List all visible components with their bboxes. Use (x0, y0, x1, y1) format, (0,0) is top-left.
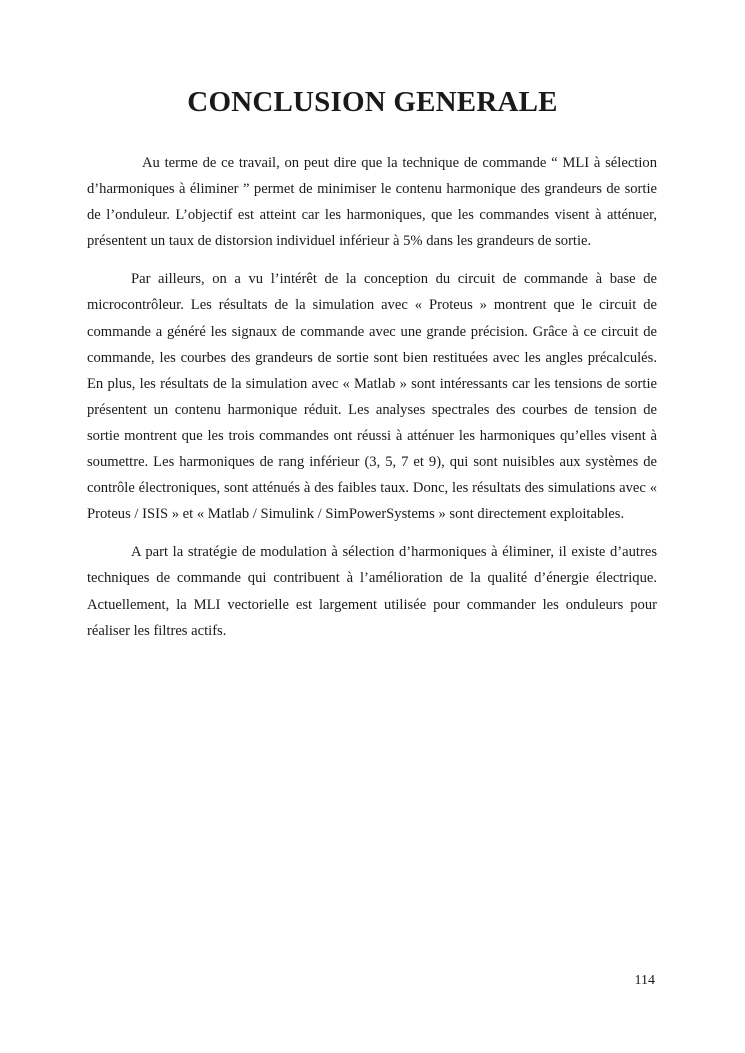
page-number: 114 (634, 973, 655, 988)
paragraph-1: Au terme de ce travail, on peut dire que la technique de commande “ MLI à sélection d’harmoniques à éliminer ” permet de minimiser le contenu harmonique des grandeurs de sortie de l’onduleur. L’objectif est atteint car les harmoniques, que les commandes visent à atténuer, présentent un taux de distorsion individuel inférieur à 5% dans les grandeurs de sortie. (87, 155, 657, 250)
page-title: CONCLUSION GENERALE (187, 86, 558, 118)
body-text (87, 150, 657, 656)
paragraph-3: A part la stratégie de modulation à sélection d’harmoniques à éliminer, il existe d’autres techniques de commande qui contribuent à l’amélioration de la qualité d’énergie électrique. Actuellement, la MLI vectorielle est largement utilisée pour commander les onduleurs pour réaliser les filtres actifs. (87, 544, 657, 639)
paragraph-2: Par ailleurs, on a vu l’intérêt de la conception du circuit de commande à base de microcontrôleur. Les résultats de la simulation avec « Proteus » montrent que le circuit de commande a généré les signaux de commande avec une grande précision. Grâce à ce circuit de commande, les courbes des grandeurs de sortie sont bien restituées avec les angles précalculés. En plus, les résultats de la simulation avec « Matlab » sont intéressants car les tensions de sortie présentent un contenu harmonique réduit. Les analyses spectrales des courbes de tension de sortie montrent que les trois commandes ont réussi à atténuer les harmoniques qu’elles visent à soumettre. Les harmoniques de rang inférieur (3, 5, 7 et 9), qui sont nuisibles aux systèmes de contrôle électroniques, sont atténués à des faibles taux. Donc, les résultats des simulations avec « Proteus / ISIS » et « Matlab / Simulink / SimPowerSystems » sont directement exploitables. (87, 271, 657, 523)
